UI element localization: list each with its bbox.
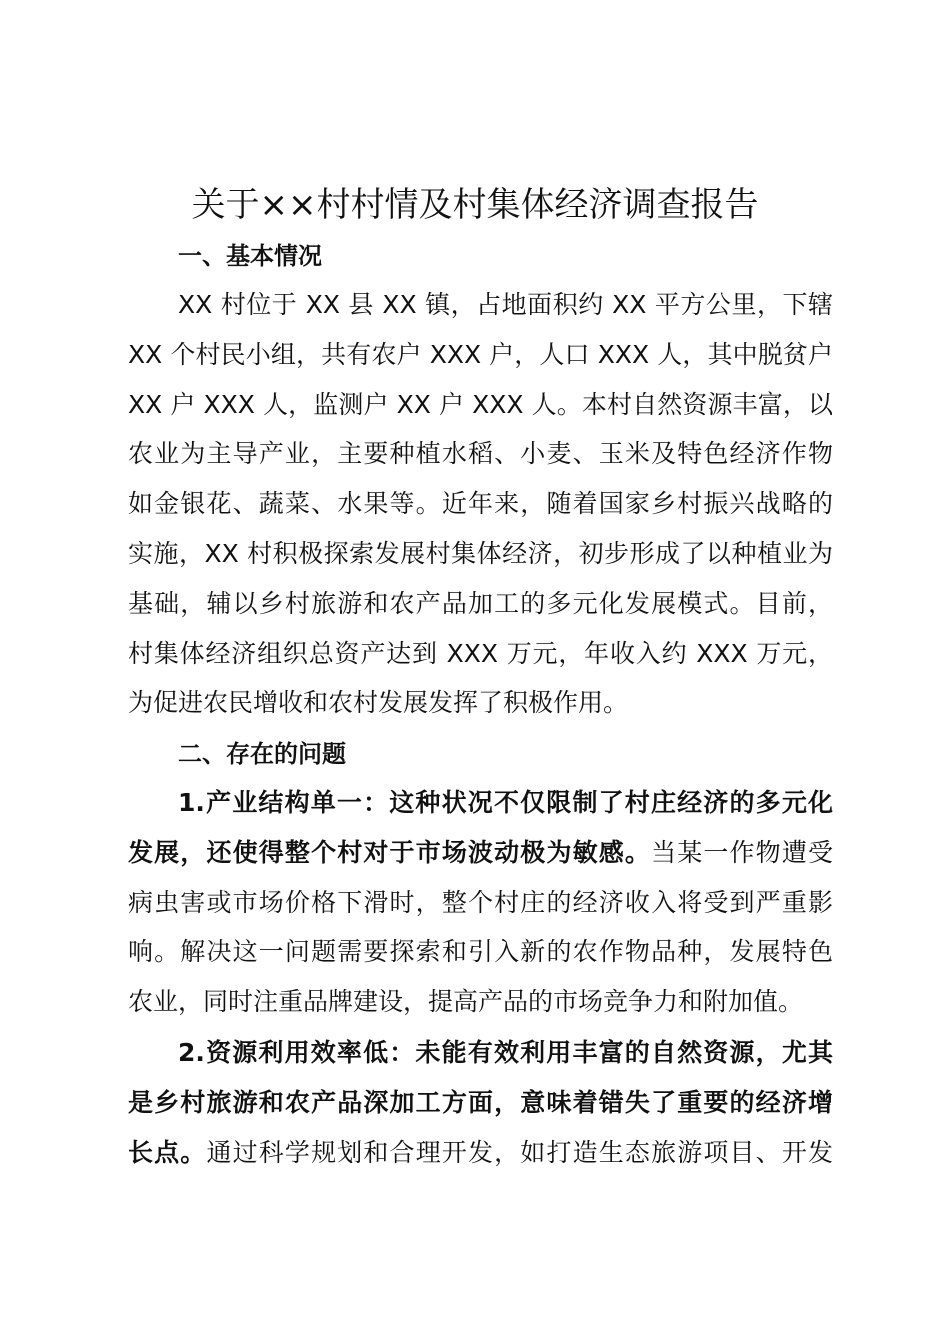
paragraph-line: 实施，XX 村积极探索发展村集体经济，初步形成了以种植业为 (128, 538, 833, 568)
problem-2-mixed-line (128, 1128, 833, 1178)
paragraph-line: 如金银花、蔬菜、水果等。近年来，随着国家乡村振兴战略的 (128, 489, 833, 519)
paragraph-line: 基础，辅以乡村旅游和农产品加工的多元化发展模式。目前， (128, 588, 833, 618)
section-basic-info-paragraph (128, 280, 833, 728)
paragraph-line: 响。解决这一问题需要探索和引入新的农作物品种，发展特色 (128, 937, 833, 967)
problem-1-mixed-line (128, 828, 833, 878)
problem-2-bold-line: 2.资源利用效率低：未能有效利用丰富的自然资源，尤其 (178, 1038, 833, 1067)
paragraph-line: XX 村位于 XX 县 XX 镇，占地面积约 XX 平方公里，下辖 (178, 290, 833, 319)
problem-1-bold-line: 1.产业结构单一：这种状况不仅限制了村庄经济的多元化 (178, 788, 833, 817)
paragraph-line: 病虫害或市场价格下滑时，整个村庄的经济收入将受到严重影 (128, 887, 833, 917)
problem-2-bold-text: 长点。 (128, 1137, 207, 1167)
problem-2-bold-line: 是乡村旅游和农产品深加工方面，意味着错失了重要的经济增 (128, 1087, 833, 1117)
paragraph-line: XX 户 XXX 人，监测户 XX 户 XXX 人。本村自然资源丰富，以 (128, 389, 833, 419)
paragraph-line: 农业，同时注重品牌建设，提高产品的市场竞争力和附加值。 (128, 987, 804, 1017)
section-heading-basic-info: 一、基本情况 (178, 242, 322, 270)
paragraph-line: 为促进农民增收和农村发展发挥了积极作用。 (128, 688, 629, 718)
problem-item-1 (128, 778, 833, 1027)
section-heading-problems: 二、存在的问题 (178, 740, 346, 768)
document-title: 关于××村村情及村集体经济调查报告 (191, 185, 759, 225)
paragraph-line: 村集体经济组织总资产达到 XXX 万元，年收入约 XXX 万元， (128, 638, 833, 668)
problem-1-bold-text: 发展，还使得整个村对于市场波动极为敏感。 (128, 837, 652, 867)
problem-2-regular-text: 通过科学规划和合理开发，如打造生态旅游项目、开发 (206, 1137, 833, 1167)
paragraph-line: 农业为主导产业，主要种植水稻、小麦、玉米及特色经济作物 (128, 439, 833, 469)
problem-1-regular-text: 当某一作物遭受 (651, 837, 833, 867)
problem-item-2 (128, 1028, 833, 1177)
paragraph-line: XX 个村民小组，共有农户 XXX 户，人口 XXX 人，其中脱贫户 (128, 339, 833, 369)
